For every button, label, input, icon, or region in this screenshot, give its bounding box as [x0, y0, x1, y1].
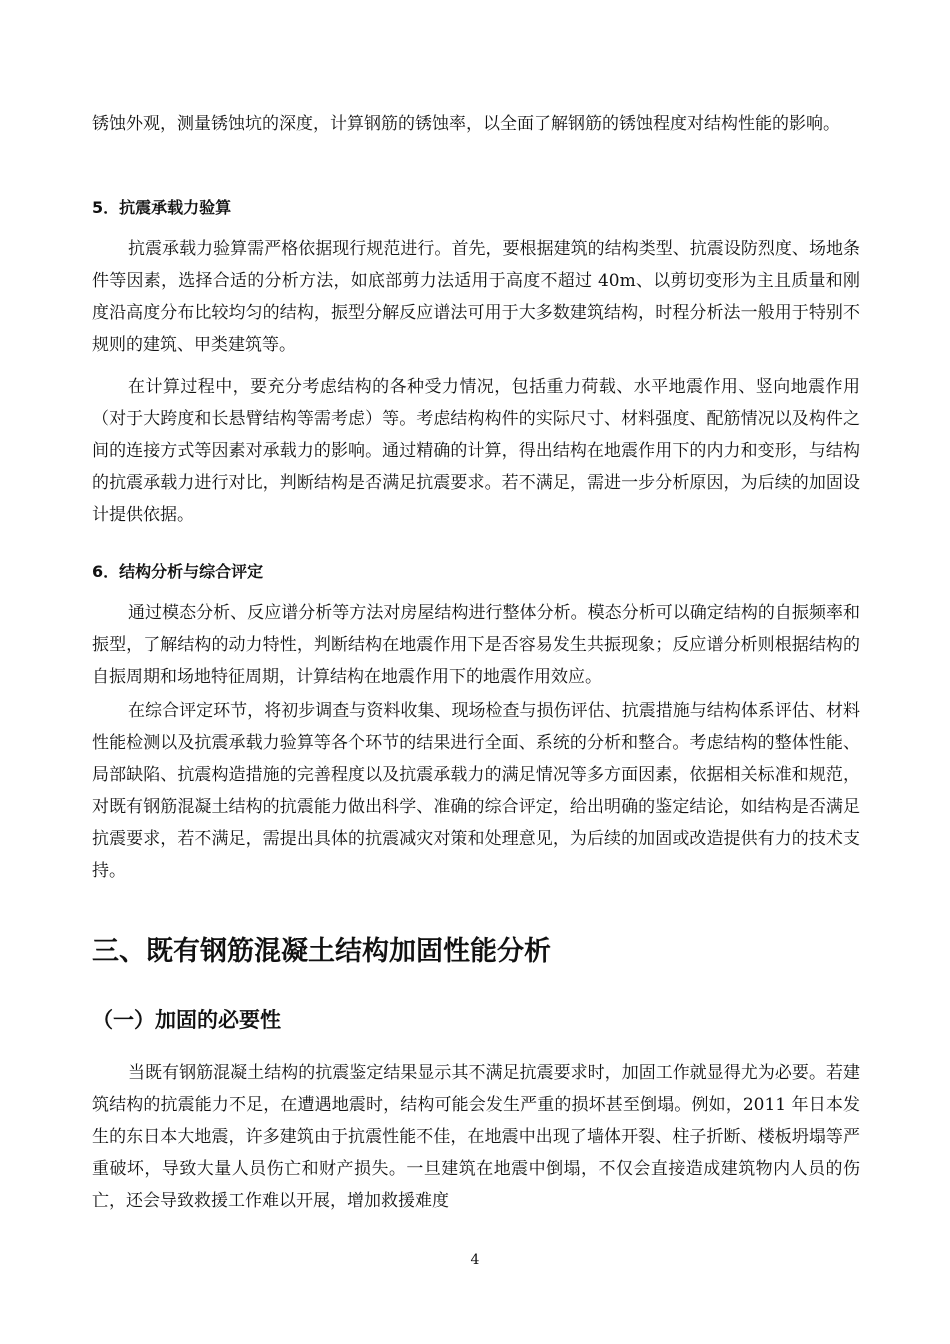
- paragraph-6a: 通过模态分析、反应谱分析等方法对房屋结构进行整体分析。模态分析可以确定结构的自振频率和振型，了解结构的动力特性，判断结构在地震作用下是否容易发生共振现象；反应谱分析则根据结构的自振周期和场地特征周期，计算结构在地震作用下的地震作用效应。: [92, 603, 860, 687]
- chapter-heading-3: 三、既有钢筋混凝土结构加固性能分析: [92, 936, 551, 967]
- section-heading-6: 6．结构分析与综合评定: [92, 562, 264, 581]
- subsection-heading-3-1: （一）加固的必要性: [92, 1008, 281, 1032]
- paragraph-5a: 抗震承载力验算需严格依据现行规范进行。首先，要根据建筑的结构类型、抗震设防烈度、场地条件等因素，选择合适的分析方法，如底部剪力法适用于高度不超过 40m、以剪切变形为主且质量和刚度沿高度分布比较均匀的结构，振型分解反应谱法可用于大多数建筑结构，时程分析法一般用于特别不规则的建筑、甲类建筑等。: [92, 239, 860, 355]
- paragraph-corrosion-end: 锈蚀外观，测量锈蚀坑的深度，计算钢筋的锈蚀率，以全面了解钢筋的锈蚀程度对结构性能的影响。: [92, 114, 840, 134]
- paragraph-5b: 在计算过程中，要充分考虑结构的各种受力情况，包括重力荷载、水平地震作用、竖向地震作用（对于大跨度和长悬臂结构等需考虑）等。考虑结构构件的实际尺寸、材料强度、配筋情况以及构件之间的连接方式等因素对承载力的影响。通过精确的计算，得出结构在地震作用下的内力和变形，与结构的抗震承载力进行对比，判断结构是否满足抗震要求。若不满足，需进一步分析原因，为后续的加固设计提供依据。: [92, 377, 860, 525]
- paragraph-6b: 在综合评定环节，将初步调查与资料收集、现场检查与损伤评估、抗震措施与结构体系评估、材料性能检测以及抗震承载力验算等各个环节的结果进行全面、系统的分析和整合。考虑结构的整体性能、局部缺陷、抗震构造措施的完善程度以及抗震承载力的满足情况等多方面因素，依据相关标准和规范，对既有钢筋混凝土结构的抗震能力做出科学、准确的综合评定，给出明确的鉴定结论，如结构是否满足抗震要求，若不满足，需提出具体的抗震减灾对策和处理意见，为后续的加固或改造提供有力的技术支持。: [92, 701, 860, 881]
- page-number: 4: [470, 1252, 480, 1268]
- paragraph-3-1: 当既有钢筋混凝土结构的抗震鉴定结果显示其不满足抗震要求时，加固工作就显得尤为必要。若建筑结构的抗震能力不足，在遭遇地震时，结构可能会发生严重的损坏甚至倒塌。例如，2011 年日本发生的东日本大地震，许多建筑由于抗震性能不佳，在地震中出现了墙体开裂、柱子折断、楼板坍塌等严重破坏，导致大量人员伤亡和财产损失。一旦建筑在地震中倒塌，不仅会直接造成建筑物内人员的伤亡，还会导致救援工作难以开展，增加救援难度: [92, 1063, 860, 1211]
- section-heading-5: 5．抗震承载力验算: [92, 198, 232, 217]
